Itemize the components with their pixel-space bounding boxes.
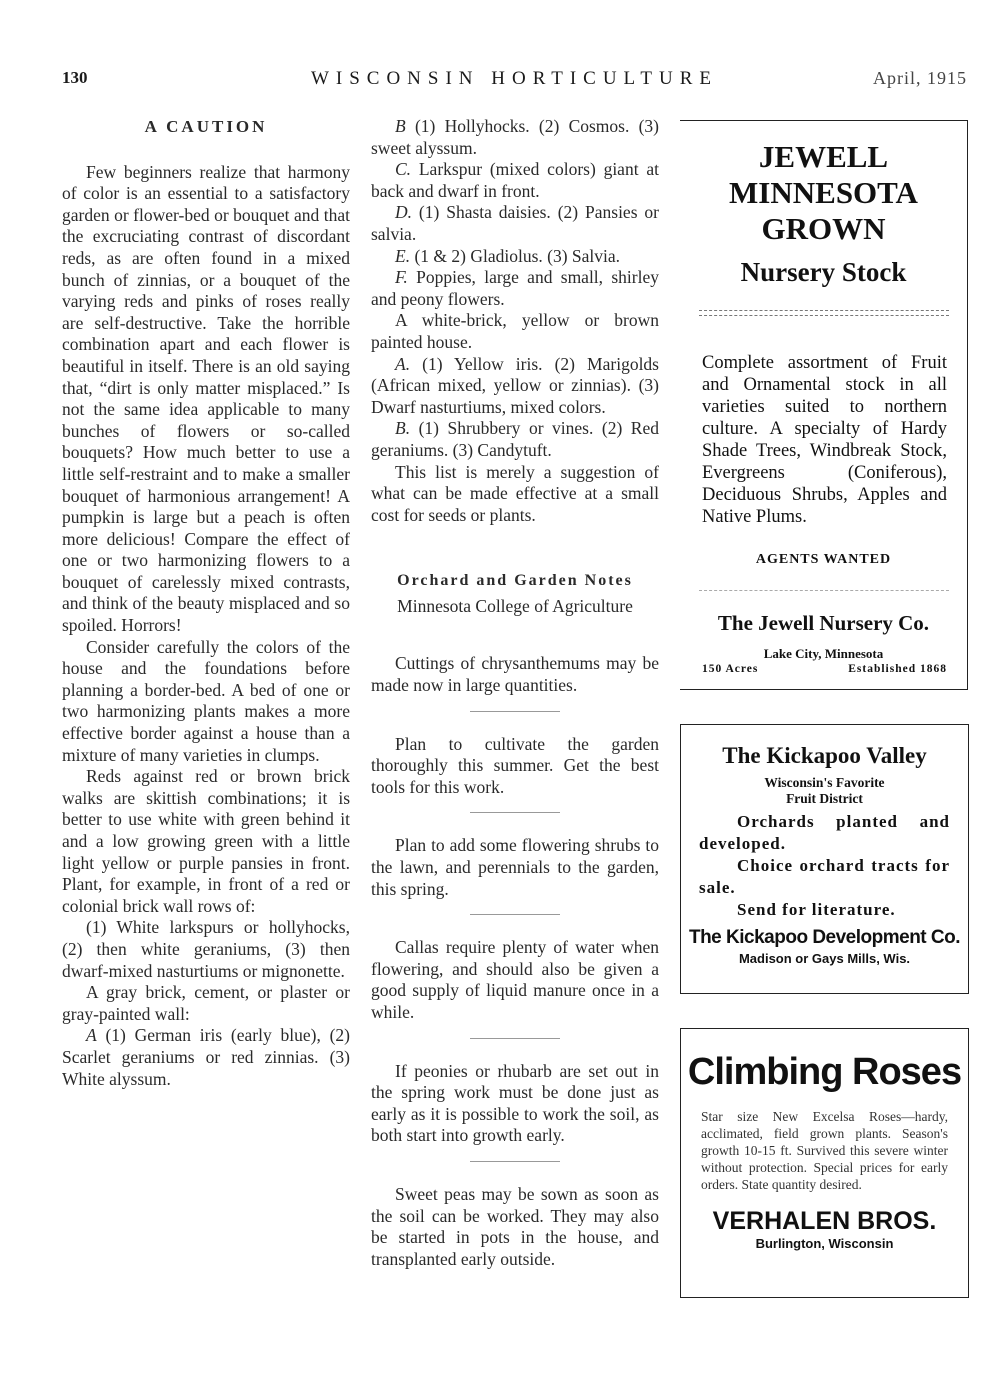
ad-headline-line: GROWN [761, 211, 886, 246]
climbing-roses-ad [680, 1028, 969, 1298]
list-item [371, 354, 659, 419]
article-column-2 [371, 116, 659, 1284]
list-item [62, 1025, 350, 1090]
ad-company-name: The Kickapoo Development Co. [688, 927, 961, 948]
ad-subheadline: Wisconsin's Favorite [764, 775, 885, 790]
ad-acres: 150 Acres [702, 663, 759, 675]
ad-headline-line: JEWELL [758, 139, 889, 174]
notes-title: Orchard and Garden Notes [397, 572, 633, 590]
notes-subtitle: Minnesota College of Agriculture [397, 595, 633, 616]
article-column-1 [62, 116, 350, 1090]
list-item-text: (1) Shrubbery or vines. (2) Red geraniums. (3) Candytuft. [371, 418, 659, 460]
list-item-text: (1) Yellow iris. (2) Marigolds (African mixed, yellow or zinnias). (3) Dwarf nasturtiums, mixed colors. [371, 353, 659, 417]
list-item-label: A. [395, 353, 411, 374]
list-item-text: Poppies, large and small, shirley and peony flowers. [371, 267, 659, 309]
ad-line: Orchards planted and developed. [699, 812, 950, 853]
article-paragraph: This list is merely a suggestion of what can be made effective at a small cost for seeds or plants. [371, 461, 659, 525]
ad-headline [680, 139, 967, 247]
journal-title: WISCONSIN HORTICULTURE [310, 68, 719, 89]
divider [470, 1038, 560, 1039]
article-paragraph: Reds against red or brown brick walks are skittish combinations; it is better to use white with green behind it and a low growing green with a little light yellow or purple pansies in front. Plant, for example, in front of a red or colonial brick wall rows of: [62, 766, 350, 916]
article-paragraph: A white-brick, yellow or brown painted house. [371, 310, 659, 352]
ad-headline: The Kickapoo Valley [722, 743, 927, 768]
ad-headline: Climbing Roses [687, 1051, 962, 1093]
kickapoo-valley-ad [680, 724, 969, 994]
ad-subheadline: Nursery Stock [740, 257, 907, 287]
note-item: Sweet peas may be sown as soon as the soil can be worked. They may also be started in pots in the house, and transplanted early outside. [371, 1183, 659, 1269]
list-item-label: E. [395, 245, 411, 266]
divider [470, 812, 560, 813]
article-paragraph: (1) White larkspurs or hollyhocks, (2) then white geraniums, (3) then dwarf-mixed nasturtiums or mignonette. [62, 917, 350, 981]
article-paragraph: Few beginners realize that harmony of color is an essential to a satisfactory garden or flower-bed or bouquet and that the excruciating contrast of discordant reds, as are often found in a mixed bunch of zinnias, or a bouquet of the varying reds and pinks of roses really are self-destructive. Take the horrible combination apart and each flower is beautiful in itself. There is an old saying that, “dirt is only matter misplaced.” Is not the same idea applicable to many bunches of flowers or so-called bouquets? How much better to use a little self-restraint and to make a smaller bouquet of harmonious arrangement! A pumpkin is large but a peach is often more delicious! Compare the effect of one or two harmonizing flowers to a bouquet of carelessly mixed contrasts, and think of the beauty misplaced and so spoiled. Horrors! [62, 161, 350, 636]
divider [470, 711, 560, 712]
list-item-text: (1) German iris (early blue), (2) Scarlet geraniums or red zinnias. (3) White alyssum. [62, 1025, 350, 1089]
issue-date: April, 1915 [873, 68, 967, 88]
note-item: Plan to cultivate the garden thoroughly this summer. Get the best tools for this work. [371, 733, 659, 797]
divider [470, 914, 560, 915]
running-header [62, 68, 967, 98]
ad-headline-line: MINNESOTA [729, 175, 918, 210]
divider [470, 1161, 560, 1162]
ad-subheadline: Fruit District [786, 791, 863, 806]
ad-company-name: VERHALEN BROS. [712, 1207, 937, 1235]
article-title: A CAUTION [144, 117, 268, 136]
list-item [371, 202, 659, 245]
list-item-label: A [86, 1025, 97, 1046]
article-paragraph: Consider carefully the colors of the house and the foundations before planning a border-bed. A bed of one or two harmonizing plants makes a more effective border against a house than a mixture of many varieties in clumps. [62, 636, 350, 765]
list-item-label: B [395, 116, 406, 136]
list-item-text: (1 & 2) Gladiolus. (3) Salvia. [410, 245, 621, 266]
article-paragraph: A gray brick, cement, or plaster or gray-painted wall: [62, 982, 350, 1024]
ad-established: Established 1868 [848, 663, 947, 675]
ad-location: Burlington, Wisconsin [755, 1236, 894, 1251]
ad-body: Complete assortment of Fruit and Ornamental stock in all varieties suited to northern culture. A specialty of Hardy Shade Trees, Windbreak Stock, Evergreens (Coniferous), Deciduous Shrubs, Apples and Native Plums. [702, 353, 947, 527]
list-item-text: (1) Shasta daisies. (2) Pansies or salvia. [371, 202, 659, 244]
ad-location: Lake City, Minnesota [763, 646, 884, 661]
note-item: Cuttings of chrysanthemums may be made now in large quantities. [371, 653, 659, 696]
page-number: 130 [62, 68, 88, 87]
ad-body: Star size New Excelsa Roses—hardy, acclimated, field grown plants. Season's growth 10-15 ft. Survived this severe winter without protection. Special prices for early orders. State quantity desired. [701, 1109, 948, 1192]
list-item [371, 159, 659, 202]
list-item-text: Larkspur (mixed colors) giant at back and dwarf in front. [371, 159, 659, 201]
ad-line: Choice orchard tracts for sale. [699, 856, 950, 897]
list-item [371, 267, 659, 310]
divider [699, 310, 949, 316]
note-item: If peonies or rhubarb are set out in the spring work must be done just as early as it is possible to work the soil, as both start into growth early. [371, 1060, 659, 1146]
ad-footer [702, 663, 947, 675]
note-item: Callas require plenty of water when flowering, and should also be given a good supply of liquid manure once in a while. [371, 937, 659, 1022]
list-item [371, 116, 659, 159]
ad-agents-notice: AGENTS WANTED [755, 552, 892, 567]
ad-company-name: The Jewell Nursery Co. [717, 611, 930, 635]
list-item-label: C. [395, 159, 412, 180]
divider [699, 590, 949, 591]
list-item-label: D. [395, 202, 413, 223]
ad-line: Send for literature. [737, 900, 896, 919]
list-item-label: F. [395, 267, 408, 288]
jewell-nursery-ad [680, 120, 968, 690]
list-item [371, 246, 659, 268]
list-item [371, 418, 659, 461]
note-item: Plan to add some flowering shrubs to the lawn, and perennials to the garden, this spring. [371, 835, 659, 899]
ad-address: Madison or Gays Mills, Wis. [738, 951, 911, 966]
list-item-label: B. [395, 418, 411, 439]
list-item-text: (1) Hollyhocks. (2) Cosmos. (3) sweet alyssum. [371, 116, 659, 158]
